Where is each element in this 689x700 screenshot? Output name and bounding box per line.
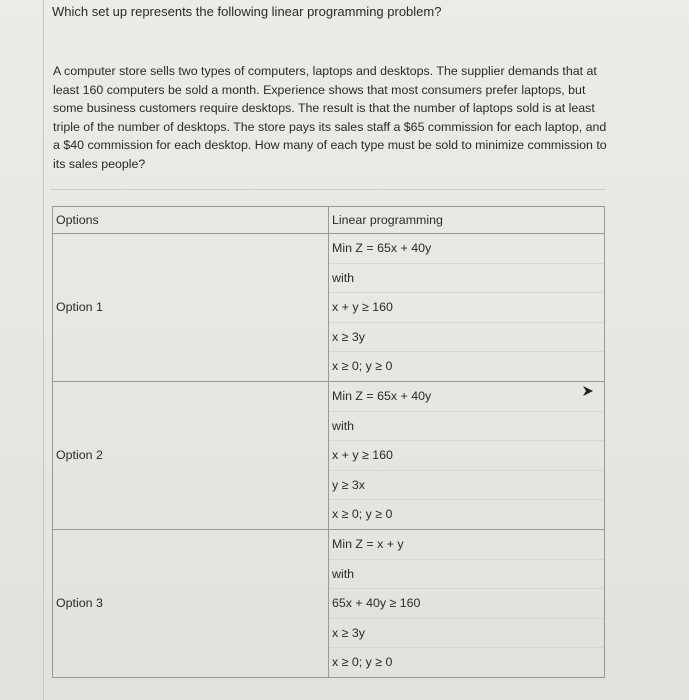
option-1-row[interactable] (53, 234, 605, 382)
constraint-ratio: x ≥ 3y (329, 619, 604, 649)
objective-function: Min Z = 65x + 40y (329, 382, 604, 412)
option-3-label[interactable]: Option 3 (53, 529, 329, 677)
mouse-cursor-icon (583, 386, 593, 396)
option-3-row[interactable] (53, 529, 605, 677)
options-table (52, 206, 605, 678)
table-header-row (53, 207, 605, 234)
constraint-nonnegativity: x ≥ 0; y ≥ 0 (332, 655, 393, 670)
option-1-formulation (329, 234, 605, 382)
constraint-total: x + y ≥ 160 (329, 441, 604, 471)
problem-statement: A computer store sells two types of computers, laptops and desktops. The supplier demands that at least 160 computers be sold a month. Experience shows that most consumers prefer laptops, but some business customers require desktops. The result is that the number of laptops sold is at least triple of the number of desktops. The store pays its sales staff a $65 commission for each laptop, and a $40 commission for each desktop. How many of each type must be sold to minimize commission to its sales people? (53, 64, 607, 171)
option-2-formulation (329, 381, 605, 529)
divider (50, 189, 606, 190)
option-3-formulation (329, 529, 605, 677)
with-label: with (329, 560, 604, 590)
constraint-ratio: y ≥ 3x (329, 471, 604, 501)
constraint-total: x + y ≥ 160 (329, 293, 604, 323)
constraint-total: 65x + 40y ≥ 160 (329, 589, 604, 619)
question-title: Which set up represents the following linear programming problem? (52, 4, 442, 19)
with-label: with (329, 412, 604, 442)
constraint-ratio: x ≥ 3y (329, 323, 604, 353)
header-options: Options (53, 207, 329, 234)
constraint-nonnegativity: x ≥ 0; y ≥ 0 (332, 507, 393, 522)
option-2-row[interactable] (53, 381, 605, 529)
constraint-nonnegativity: x ≥ 0; y ≥ 0 (332, 359, 393, 374)
objective-function: Min Z = 65x + 40y (329, 234, 604, 264)
option-1-label[interactable]: Option 1 (53, 234, 329, 382)
header-linear-programming: Linear programming (329, 207, 605, 234)
option-2-label[interactable]: Option 2 (53, 381, 329, 529)
objective-function: Min Z = x + y (329, 530, 604, 560)
with-label: with (329, 264, 604, 294)
page-left-border (43, 0, 44, 700)
